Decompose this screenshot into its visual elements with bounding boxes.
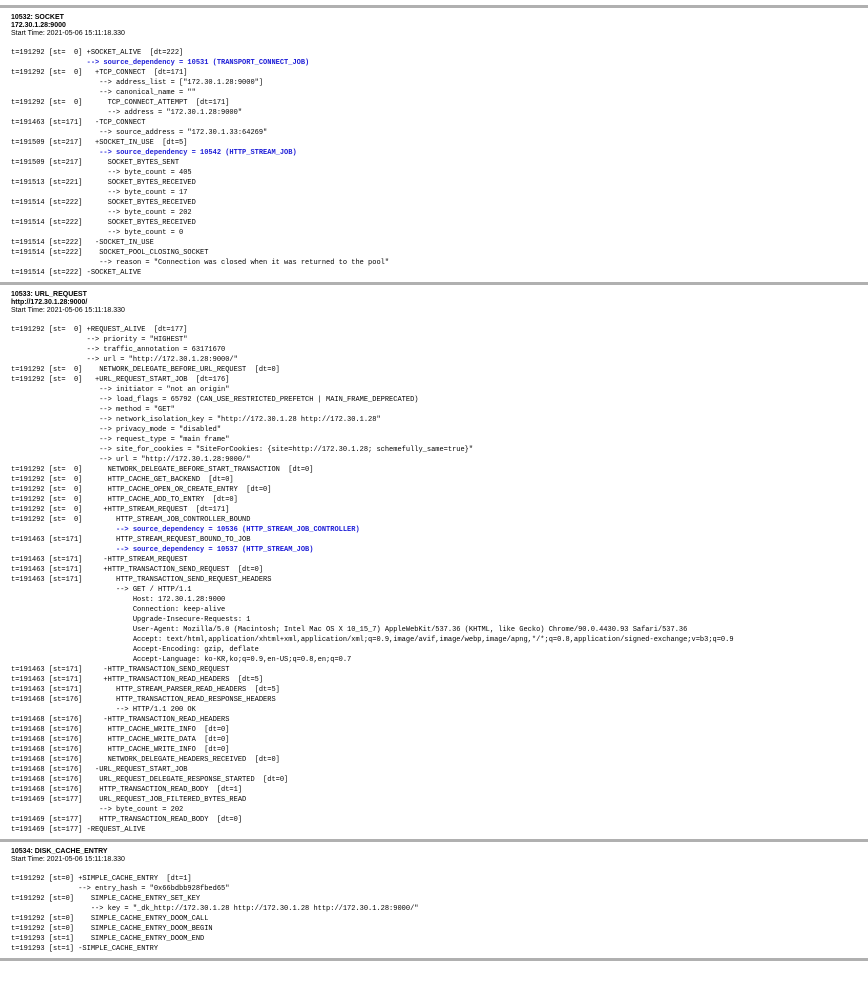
log-line: --> reason = "Connection was closed when it was returned to the pool": [11, 259, 390, 267]
log-line: t=191292 [st= 0] NETWORK_DELEGATE_BEFORE_URL_REQUEST [dt=0]: [11, 366, 280, 374]
log-line: --> byte_count = 17: [11, 189, 188, 197]
log-line: Connection: keep-alive: [11, 606, 226, 614]
event-log: [0, 874, 868, 954]
log-line: t=191463 [st=171] -HTTP_TRANSACTION_SEND_REQUEST: [11, 666, 230, 674]
log-line: t=191468 [st=176] -HTTP_TRANSACTION_READ_HEADERS: [11, 716, 230, 724]
entry-title: 10534: DISK_CACHE_ENTRY: [11, 848, 108, 855]
entry-subtitle: 172.30.1.28:9000: [11, 22, 66, 29]
log-line: t=191463 [st=171] -TCP_CONNECT: [11, 119, 146, 127]
log-line: --> url = "http://172.30.1.28:9000/": [11, 456, 251, 464]
log-line: t=191468 [st=176] HTTP_CACHE_WRITE_INFO [dt=0]: [11, 746, 230, 754]
source-dependency-link[interactable]: --> source_dependency = 10531 (TRANSPORT_CONNECT_JOB): [11, 59, 310, 67]
log-line: t=191292 [st= 0] +URL_REQUEST_START_JOB [dt=176]: [11, 376, 230, 384]
log-line: --> network_isolation_key = "http://172.30.1.28 http://172.30.1.28": [11, 416, 381, 424]
log-line: t=191463 [st=171] HTTP_STREAM_PARSER_READ_HEADERS [dt=5]: [11, 686, 280, 694]
log-line: t=191514 [st=222] -SOCKET_IN_USE: [11, 239, 154, 247]
log-line: --> priority = "HIGHEST": [11, 336, 188, 344]
log-line: t=191468 [st=176] NETWORK_DELEGATE_HEADERS_RECEIVED [dt=0]: [11, 756, 280, 764]
entry-subtitle: http://172.30.1.28:9000/: [11, 299, 88, 306]
entry-separator: [0, 958, 868, 961]
log-line: --> canonical_name = "": [11, 89, 196, 97]
log-line: --> byte_count = 202: [11, 806, 184, 814]
log-line: t=191468 [st=176] HTTP_CACHE_WRITE_DATA [dt=0]: [11, 736, 230, 744]
entry-separator: [0, 5, 868, 8]
log-line: --> HTTP/1.1 200 OK: [11, 706, 196, 714]
log-line: t=191292 [st= 0] NETWORK_DELEGATE_BEFORE_START_TRANSACTION [dt=0]: [11, 466, 314, 474]
log-line: t=191293 [st=1] -SIMPLE_CACHE_ENTRY: [11, 945, 159, 953]
log-line: t=191463 [st=171] HTTP_STREAM_REQUEST_BOUND_TO_JOB: [11, 536, 251, 544]
log-line: t=191468 [st=176] HTTP_TRANSACTION_READ_BODY [dt=1]: [11, 786, 243, 794]
log-line: t=191468 [st=176] HTTP_CACHE_WRITE_INFO [dt=0]: [11, 726, 230, 734]
log-line: t=191509 [st=217] +SOCKET_IN_USE [dt=5]: [11, 139, 188, 147]
log-line: t=191463 [st=171] HTTP_TRANSACTION_SEND_REQUEST_HEADERS: [11, 576, 272, 584]
log-line: t=191509 [st=217] SOCKET_BYTES_SENT: [11, 159, 180, 167]
log-line: t=191292 [st= 0] HTTP_CACHE_ADD_TO_ENTRY [dt=0]: [11, 496, 238, 504]
log-line: --> source_address = "172.30.1.33:64269": [11, 129, 268, 137]
log-line: t=191292 [st=0] SIMPLE_CACHE_ENTRY_DOOM_CALL: [11, 915, 209, 923]
log-line: --> site_for_cookies = "SiteForCookies: {site=http://172.30.1.28; schemefully_same=true}": [11, 446, 474, 454]
log-line: t=191292 [st= 0] +SOCKET_ALIVE [dt=222]: [11, 49, 184, 57]
entry-start-time: Start Time: 2021-05-06 15:11:18.330: [11, 856, 125, 863]
log-line: t=191468 [st=176] HTTP_TRANSACTION_READ_RESPONSE_HEADERS: [11, 696, 276, 704]
log-line: t=191292 [st=0] SIMPLE_CACHE_ENTRY_SET_KEY: [11, 895, 201, 903]
log-line: --> request_type = "main frame": [11, 436, 230, 444]
log-line: --> load_flags = 65792 (CAN_USE_RESTRICTED_PREFETCH | MAIN_FRAME_DEPRECATED): [11, 396, 419, 404]
log-line: t=191292 [st= 0] +REQUEST_ALIVE [dt=177]: [11, 326, 188, 334]
log-line: --> url = "http://172.30.1.28:9000/": [11, 356, 238, 364]
log-line: t=191293 [st=1] SIMPLE_CACHE_ENTRY_DOOM_END: [11, 935, 205, 943]
log-line: --> traffic_annotation = 63171670: [11, 346, 226, 354]
log-line: --> address = "172.30.1.28:9000": [11, 109, 243, 117]
log-line: t=191292 [st= 0] TCP_CONNECT_ATTEMPT [dt=171]: [11, 99, 230, 107]
log-line: --> byte_count = 202: [11, 209, 192, 217]
log-line: t=191468 [st=176] URL_REQUEST_DELEGATE_RESPONSE_STARTED [dt=0]: [11, 776, 289, 784]
log-line: Upgrade-Insecure-Requests: 1: [11, 616, 251, 624]
log-line: t=191469 [st=177] HTTP_TRANSACTION_READ_BODY [dt=0]: [11, 816, 243, 824]
entry-header: [0, 291, 868, 315]
log-entry: [0, 282, 868, 835]
log-line: --> method = "GET": [11, 406, 175, 414]
event-log: [0, 325, 868, 835]
entry-header: [0, 14, 868, 38]
log-line: t=191292 [st= 0] +TCP_CONNECT [dt=171]: [11, 69, 188, 77]
log-line: --> GET / HTTP/1.1: [11, 586, 192, 594]
log-line: Accept-Language: ko-KR,ko;q=0.9,en-US;q=0.8,en;q=0.7: [11, 656, 352, 664]
entry-title: 10532: SOCKET: [11, 14, 64, 21]
log-line: t=191292 [st= 0] HTTP_CACHE_OPEN_OR_CREATE_ENTRY [dt=0]: [11, 486, 272, 494]
log-line: t=191469 [st=177] -REQUEST_ALIVE: [11, 826, 146, 834]
log-line: t=191292 [st= 0] HTTP_STREAM_JOB_CONTROLLER_BOUND: [11, 516, 251, 524]
event-log: [0, 48, 868, 278]
log-line: --> byte_count = 0: [11, 229, 184, 237]
log-line: --> entry_hash = "0x66bdbb928fbed65": [11, 885, 230, 893]
log-line: t=191514 [st=222] SOCKET_BYTES_RECEIVED: [11, 219, 196, 227]
log-line: Host: 172.30.1.28:9000: [11, 596, 226, 604]
log-line: t=191463 [st=171] +HTTP_TRANSACTION_READ_HEADERS [dt=5]: [11, 676, 264, 684]
log-line: t=191463 [st=171] -HTTP_STREAM_REQUEST: [11, 556, 188, 564]
log-line: --> privacy_mode = "disabled": [11, 426, 222, 434]
entry-start-time: Start Time: 2021-05-06 15:11:18.330: [11, 307, 125, 314]
log-entry: [0, 839, 868, 954]
log-line: t=191514 [st=222] -SOCKET_ALIVE: [11, 269, 142, 277]
source-dependency-link[interactable]: --> source_dependency = 10536 (HTTP_STREAM_JOB_CONTROLLER): [11, 526, 360, 534]
entry-header: [0, 848, 868, 864]
log-line: --> key = "_dk_http://172.30.1.28 http://172.30.1.28 http://172.30.1.28:9000/": [11, 905, 419, 913]
log-entry: [0, 5, 868, 278]
log-line: User-Agent: Mozilla/5.0 (Macintosh; Intel Mac OS X 10_15_7) AppleWebKit/537.36 (KHTML, like Gecko) Chrome/90.0.4430.93 Safari/537.36: [11, 626, 688, 634]
log-line: t=191513 [st=221] SOCKET_BYTES_RECEIVED: [11, 179, 196, 187]
log-line: t=191292 [st= 0] HTTP_CACHE_GET_BACKEND [dt=0]: [11, 476, 234, 484]
log-line: t=191292 [st=0] +SIMPLE_CACHE_ENTRY [dt=1]: [11, 875, 192, 883]
log-line: t=191469 [st=177] URL_REQUEST_JOB_FILTERED_BYTES_READ: [11, 796, 247, 804]
log-line: t=191292 [st= 0] +HTTP_STREAM_REQUEST [dt=171]: [11, 506, 230, 514]
log-line: Accept-Encoding: gzip, deflate: [11, 646, 259, 654]
netlog-viewer: [0, 5, 868, 961]
log-line: t=191463 [st=171] +HTTP_TRANSACTION_SEND_REQUEST [dt=0]: [11, 566, 264, 574]
entry-start-time: Start Time: 2021-05-06 15:11:18.330: [11, 30, 125, 37]
log-line: t=191514 [st=222] SOCKET_BYTES_RECEIVED: [11, 199, 196, 207]
log-line: t=191514 [st=222] SOCKET_POOL_CLOSING_SOCKET: [11, 249, 209, 257]
log-line: --> address_list = ["172.30.1.28:9000"]: [11, 79, 264, 87]
log-line: t=191292 [st=0] SIMPLE_CACHE_ENTRY_DOOM_BEGIN: [11, 925, 213, 933]
entry-separator: [0, 839, 868, 842]
entry-separator: [0, 282, 868, 285]
entry-title: 10533: URL_REQUEST: [11, 291, 87, 298]
source-dependency-link[interactable]: --> source_dependency = 10537 (HTTP_STREAM_JOB): [11, 546, 314, 554]
log-line: --> initiator = "not an origin": [11, 386, 230, 394]
log-line: --> byte_count = 405: [11, 169, 192, 177]
source-dependency-link[interactable]: --> source_dependency = 10542 (HTTP_STREAM_JOB): [11, 149, 297, 157]
log-line: t=191468 [st=176] -URL_REQUEST_START_JOB: [11, 766, 188, 774]
log-line: Accept: text/html,application/xhtml+xml,application/xml;q=0.9,image/avif,image/webp,image/apng,*/*;q=0.8,application/signed-exchange;v=b3;q=0.9: [11, 636, 734, 644]
